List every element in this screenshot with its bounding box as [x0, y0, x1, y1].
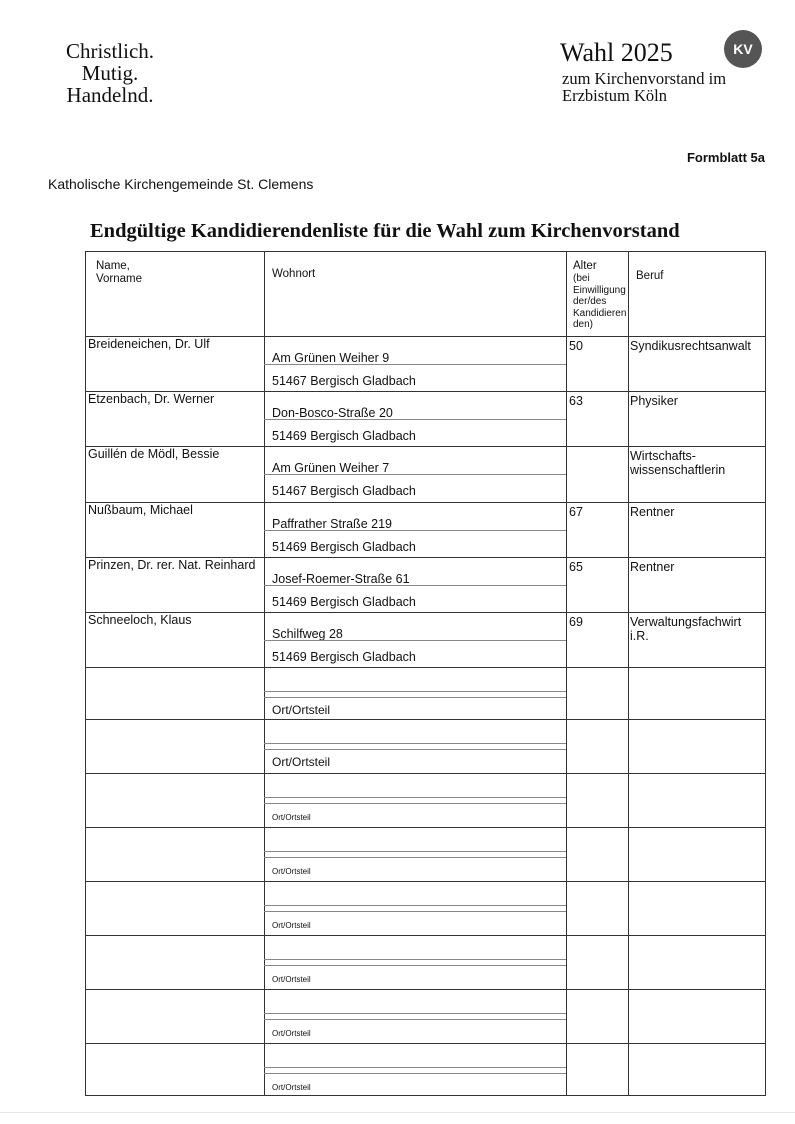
slogan-line: Mutig. — [81, 61, 139, 85]
row-divider — [86, 881, 765, 882]
scan-edge — [0, 1112, 795, 1113]
candidate-profession: Rentner — [630, 560, 675, 574]
candidate-profession: Rentner — [630, 505, 675, 519]
candidate-profession: Syndikusrechtsanwalt — [630, 339, 751, 353]
address-divider — [264, 911, 566, 912]
address-divider — [264, 585, 566, 586]
subtitle-line: zum Kirchenvorstand im — [562, 69, 727, 88]
parish-name: Katholische Kirchengemeinde St. Clemens — [48, 176, 314, 192]
slogan — [55, 40, 165, 106]
header-alter-line: Kandidieren — [573, 307, 627, 319]
candidate-name: Nußbaum, Michael — [88, 503, 193, 517]
candidate-city: 51469 Bergisch Gladbach — [272, 429, 416, 443]
candidate-street: Don-Bosco-Straße 20 — [272, 406, 393, 420]
column-divider — [264, 252, 265, 1095]
address-divider — [264, 640, 566, 641]
kv-badge-icon: KV — [724, 30, 762, 68]
ort-ortsteil-label: Ort/Ortsteil — [272, 813, 311, 822]
address-divider — [264, 851, 566, 852]
row-divider — [86, 667, 765, 668]
ort-ortsteil-label: Ort/Ortsteil — [272, 1029, 311, 1038]
address-divider — [264, 474, 566, 475]
candidate-table — [85, 251, 766, 1096]
address-divider — [264, 419, 566, 420]
candidate-street: Am Grünen Weiher 9 — [272, 351, 390, 365]
column-divider — [628, 252, 629, 1095]
row-divider — [86, 773, 765, 774]
address-divider — [264, 803, 566, 804]
election-title: Wahl 2025 — [560, 38, 673, 67]
candidate-name: Schneeloch, Klaus — [88, 613, 192, 627]
address-divider — [264, 743, 566, 744]
address-divider — [264, 905, 566, 906]
address-divider — [264, 965, 566, 966]
row-divider — [86, 719, 765, 720]
candidate-age: 69 — [569, 615, 583, 629]
header-name-line: Name, — [96, 260, 130, 272]
column-divider — [566, 252, 567, 1095]
address-divider — [264, 959, 566, 960]
ort-ortsteil-label: Ort/Ortsteil — [272, 703, 331, 717]
ort-ortsteil-label: Ort/Ortsteil — [272, 921, 311, 930]
candidate-city: 51467 Bergisch Gladbach — [272, 484, 416, 498]
address-divider — [264, 697, 566, 698]
candidate-profession: wissenschaftlerin — [630, 463, 726, 477]
slogan-line: Handelnd. — [66, 83, 154, 107]
election-subtitle — [562, 70, 726, 104]
candidate-name: Etzenbach, Dr. Werner — [88, 392, 215, 406]
address-divider — [264, 1013, 566, 1014]
header-alter — [573, 260, 626, 331]
candidate-street: Schilfweg 28 — [272, 627, 343, 641]
candidate-name: Guillén de Mödl, Bessie — [88, 447, 220, 461]
header-name — [96, 260, 142, 286]
address-divider — [264, 1067, 566, 1068]
candidate-city: 51467 Bergisch Gladbach — [272, 374, 416, 388]
document-title: Endgültige Kandidierendenliste für die Wahl zum Kirchenvorstand — [90, 220, 680, 242]
header-alter-line: (bei — [573, 273, 590, 284]
header-name-line: Vorname — [96, 273, 143, 285]
header-alter-line: den) — [573, 319, 594, 330]
row-divider — [86, 827, 765, 828]
candidate-age: 65 — [569, 560, 583, 574]
header-wohnort: Wohnort — [272, 268, 316, 280]
candidate-profession: i.R. — [630, 629, 649, 643]
address-divider — [264, 797, 566, 798]
candidate-name: Prinzen, Dr. rer. Nat. Reinhard — [88, 558, 256, 572]
candidate-age: 50 — [569, 339, 583, 353]
candidate-city: 51469 Bergisch Gladbach — [272, 650, 416, 664]
address-divider — [264, 1019, 566, 1020]
address-divider — [264, 1073, 566, 1074]
candidate-age: 63 — [569, 394, 583, 408]
header-alter-line: Alter — [573, 260, 597, 272]
ort-ortsteil-label: Ort/Ortsteil — [272, 867, 311, 876]
address-divider — [264, 364, 566, 365]
ort-ortsteil-label: Ort/Ortsteil — [272, 755, 331, 769]
candidate-age: 67 — [569, 505, 583, 519]
form-number: Formblatt 5a — [686, 150, 765, 165]
address-divider — [264, 857, 566, 858]
ort-ortsteil-label: Ort/Ortsteil — [272, 1083, 311, 1092]
row-divider — [86, 1043, 765, 1044]
subtitle-line: Erzbistum Köln — [562, 86, 667, 105]
slogan-line: Christlich. — [65, 39, 155, 63]
row-divider — [86, 989, 765, 990]
candidate-street: Josef-Roemer-Straße 61 — [272, 572, 410, 586]
address-divider — [264, 749, 566, 750]
candidate-profession: Verwaltungsfachwirt — [630, 615, 742, 629]
candidate-city: 51469 Bergisch Gladbach — [272, 540, 416, 554]
candidate-street: Paffrather Straße 219 — [272, 517, 392, 531]
candidate-profession: Physiker — [630, 394, 678, 408]
header-alter-line: der/des — [573, 296, 607, 307]
header-beruf: Beruf — [636, 270, 664, 282]
address-divider — [264, 691, 566, 692]
candidate-street: Am Grünen Weiher 7 — [272, 461, 390, 475]
ort-ortsteil-label: Ort/Ortsteil — [272, 975, 311, 984]
candidate-profession: Wirtschafts- — [630, 449, 696, 463]
candidate-name: Breideneichen, Dr. Ulf — [88, 337, 210, 351]
candidate-city: 51469 Bergisch Gladbach — [272, 595, 416, 609]
row-divider — [86, 935, 765, 936]
address-divider — [264, 530, 566, 531]
header-alter-line: Einwilligung — [573, 284, 626, 296]
